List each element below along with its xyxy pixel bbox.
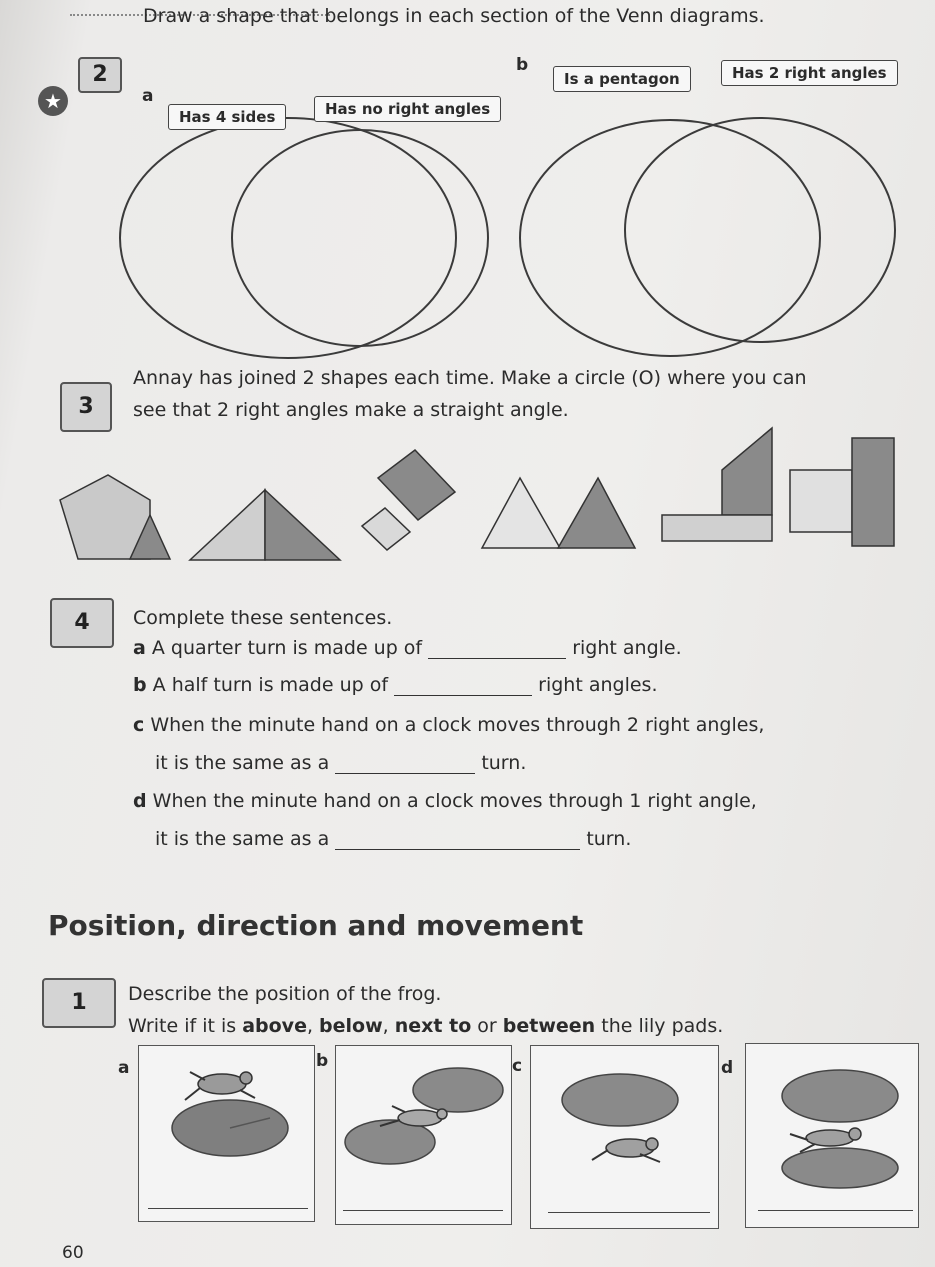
venn-a-letter: a <box>142 86 154 106</box>
word-above: above <box>242 1015 307 1037</box>
q4a-text-before: A quarter turn is made up of <box>151 637 423 659</box>
q4c-text-after: turn. <box>481 752 527 774</box>
line-2-end: the lily pads. <box>595 1015 724 1037</box>
q4c-row-1 <box>133 714 764 736</box>
q4a-row <box>133 637 682 659</box>
word-between: between <box>502 1015 596 1037</box>
panel-b-answer-line[interactable] <box>343 1210 503 1211</box>
question-4-number: 4 <box>50 598 114 648</box>
question-2-number: 2 <box>78 57 122 93</box>
q4a-text-after: right angle. <box>572 637 682 659</box>
q4c-text-before: it is the same as a <box>155 752 330 774</box>
venn-a-label-left: Has 4 sides <box>168 104 286 130</box>
venn-b-circle-right[interactable] <box>625 118 895 342</box>
venn-diagram-a[interactable] <box>0 0 935 360</box>
panel-b-letter: b <box>316 1051 329 1071</box>
q4b-letter: b <box>133 674 147 696</box>
panel-d-picture <box>782 1070 898 1188</box>
venn-a-circle-left[interactable] <box>120 118 456 358</box>
panel-c-picture <box>562 1074 678 1162</box>
q4d-line-1: When the minute hand on a clock moves through 1 right angle, <box>152 790 757 812</box>
q4d-answer-blank[interactable] <box>335 849 580 850</box>
panel-c-letter: c <box>512 1056 523 1076</box>
q4b-text-after: right angles. <box>538 674 658 696</box>
question-3-number: 3 <box>60 382 112 432</box>
q4a-letter: a <box>133 637 146 659</box>
q4d-text-after: turn. <box>586 828 632 850</box>
q4c-letter: c <box>133 714 145 736</box>
venn-b-label-left: Is a pentagon <box>553 66 691 92</box>
panel-d-answer-line[interactable] <box>758 1210 913 1211</box>
q4d-letter: d <box>133 790 147 812</box>
position-question-1-line-2: Write if it is above, below, next to or between the lily pads. <box>128 1015 724 1037</box>
page-number: 60 <box>62 1243 84 1263</box>
word-below: below <box>319 1015 383 1037</box>
position-question-1-line-1: Describe the position of the frog. <box>128 983 442 1005</box>
panel-d-letter: d <box>721 1058 734 1078</box>
venn-b-circle-left[interactable] <box>520 120 820 356</box>
venn-b-label-right: Has 2 right angles <box>721 60 898 86</box>
question-3-line-2: see that 2 right angles make a straight angle. <box>133 399 569 421</box>
venn-a-circle-right[interactable] <box>232 130 488 346</box>
shape-tilted-squares[interactable] <box>362 450 455 550</box>
word-next-to: next to <box>394 1015 472 1037</box>
q4b-text-before: A half turn is made up of <box>152 674 389 696</box>
shape-square-and-rectangle[interactable] <box>790 438 894 546</box>
position-question-1-number: 1 <box>42 978 116 1028</box>
question-2-instruction: Draw a shape that belongs in each section of the Venn diagrams. <box>143 5 765 27</box>
word-or: or <box>471 1015 503 1037</box>
panel-a-picture <box>172 1072 288 1156</box>
q4d-row-1 <box>133 790 757 812</box>
q4c-answer-blank[interactable] <box>335 773 475 774</box>
q4b-row <box>133 674 658 696</box>
q4d-row-2 <box>155 828 631 850</box>
panel-c-answer-line[interactable] <box>548 1212 710 1213</box>
q4d-text-before: it is the same as a <box>155 828 330 850</box>
panel-a-letter: a <box>118 1058 130 1078</box>
q4a-answer-blank[interactable] <box>428 658 566 659</box>
frog-icon <box>185 1072 255 1100</box>
shape-pentagon-with-triangle[interactable] <box>60 475 170 559</box>
shape-rectangle-and-trapezoid[interactable] <box>662 428 772 541</box>
q4c-line-1: When the minute hand on a clock moves through 2 right angles, <box>150 714 765 736</box>
question-4-heading: Complete these sentences. <box>133 607 393 629</box>
question-3-line-1: Annay has joined 2 shapes each time. Make a circle (O) where you can <box>133 367 807 389</box>
challenge-star-icon: ★ <box>38 86 68 116</box>
section-title: Position, direction and movement <box>48 909 584 942</box>
line-2-start: Write if it is <box>128 1015 243 1037</box>
venn-b-letter: b <box>516 55 529 75</box>
q4b-answer-blank[interactable] <box>394 695 532 696</box>
joined-shapes <box>0 420 935 590</box>
venn-a-label-right: Has no right angles <box>314 96 501 122</box>
shape-two-triangles[interactable] <box>482 478 635 548</box>
shape-two-right-triangles[interactable] <box>190 490 340 560</box>
panel-b-picture <box>345 1068 503 1164</box>
q4c-row-2 <box>155 752 526 774</box>
panel-a-answer-line[interactable] <box>148 1208 308 1209</box>
frog-icon <box>592 1138 660 1162</box>
